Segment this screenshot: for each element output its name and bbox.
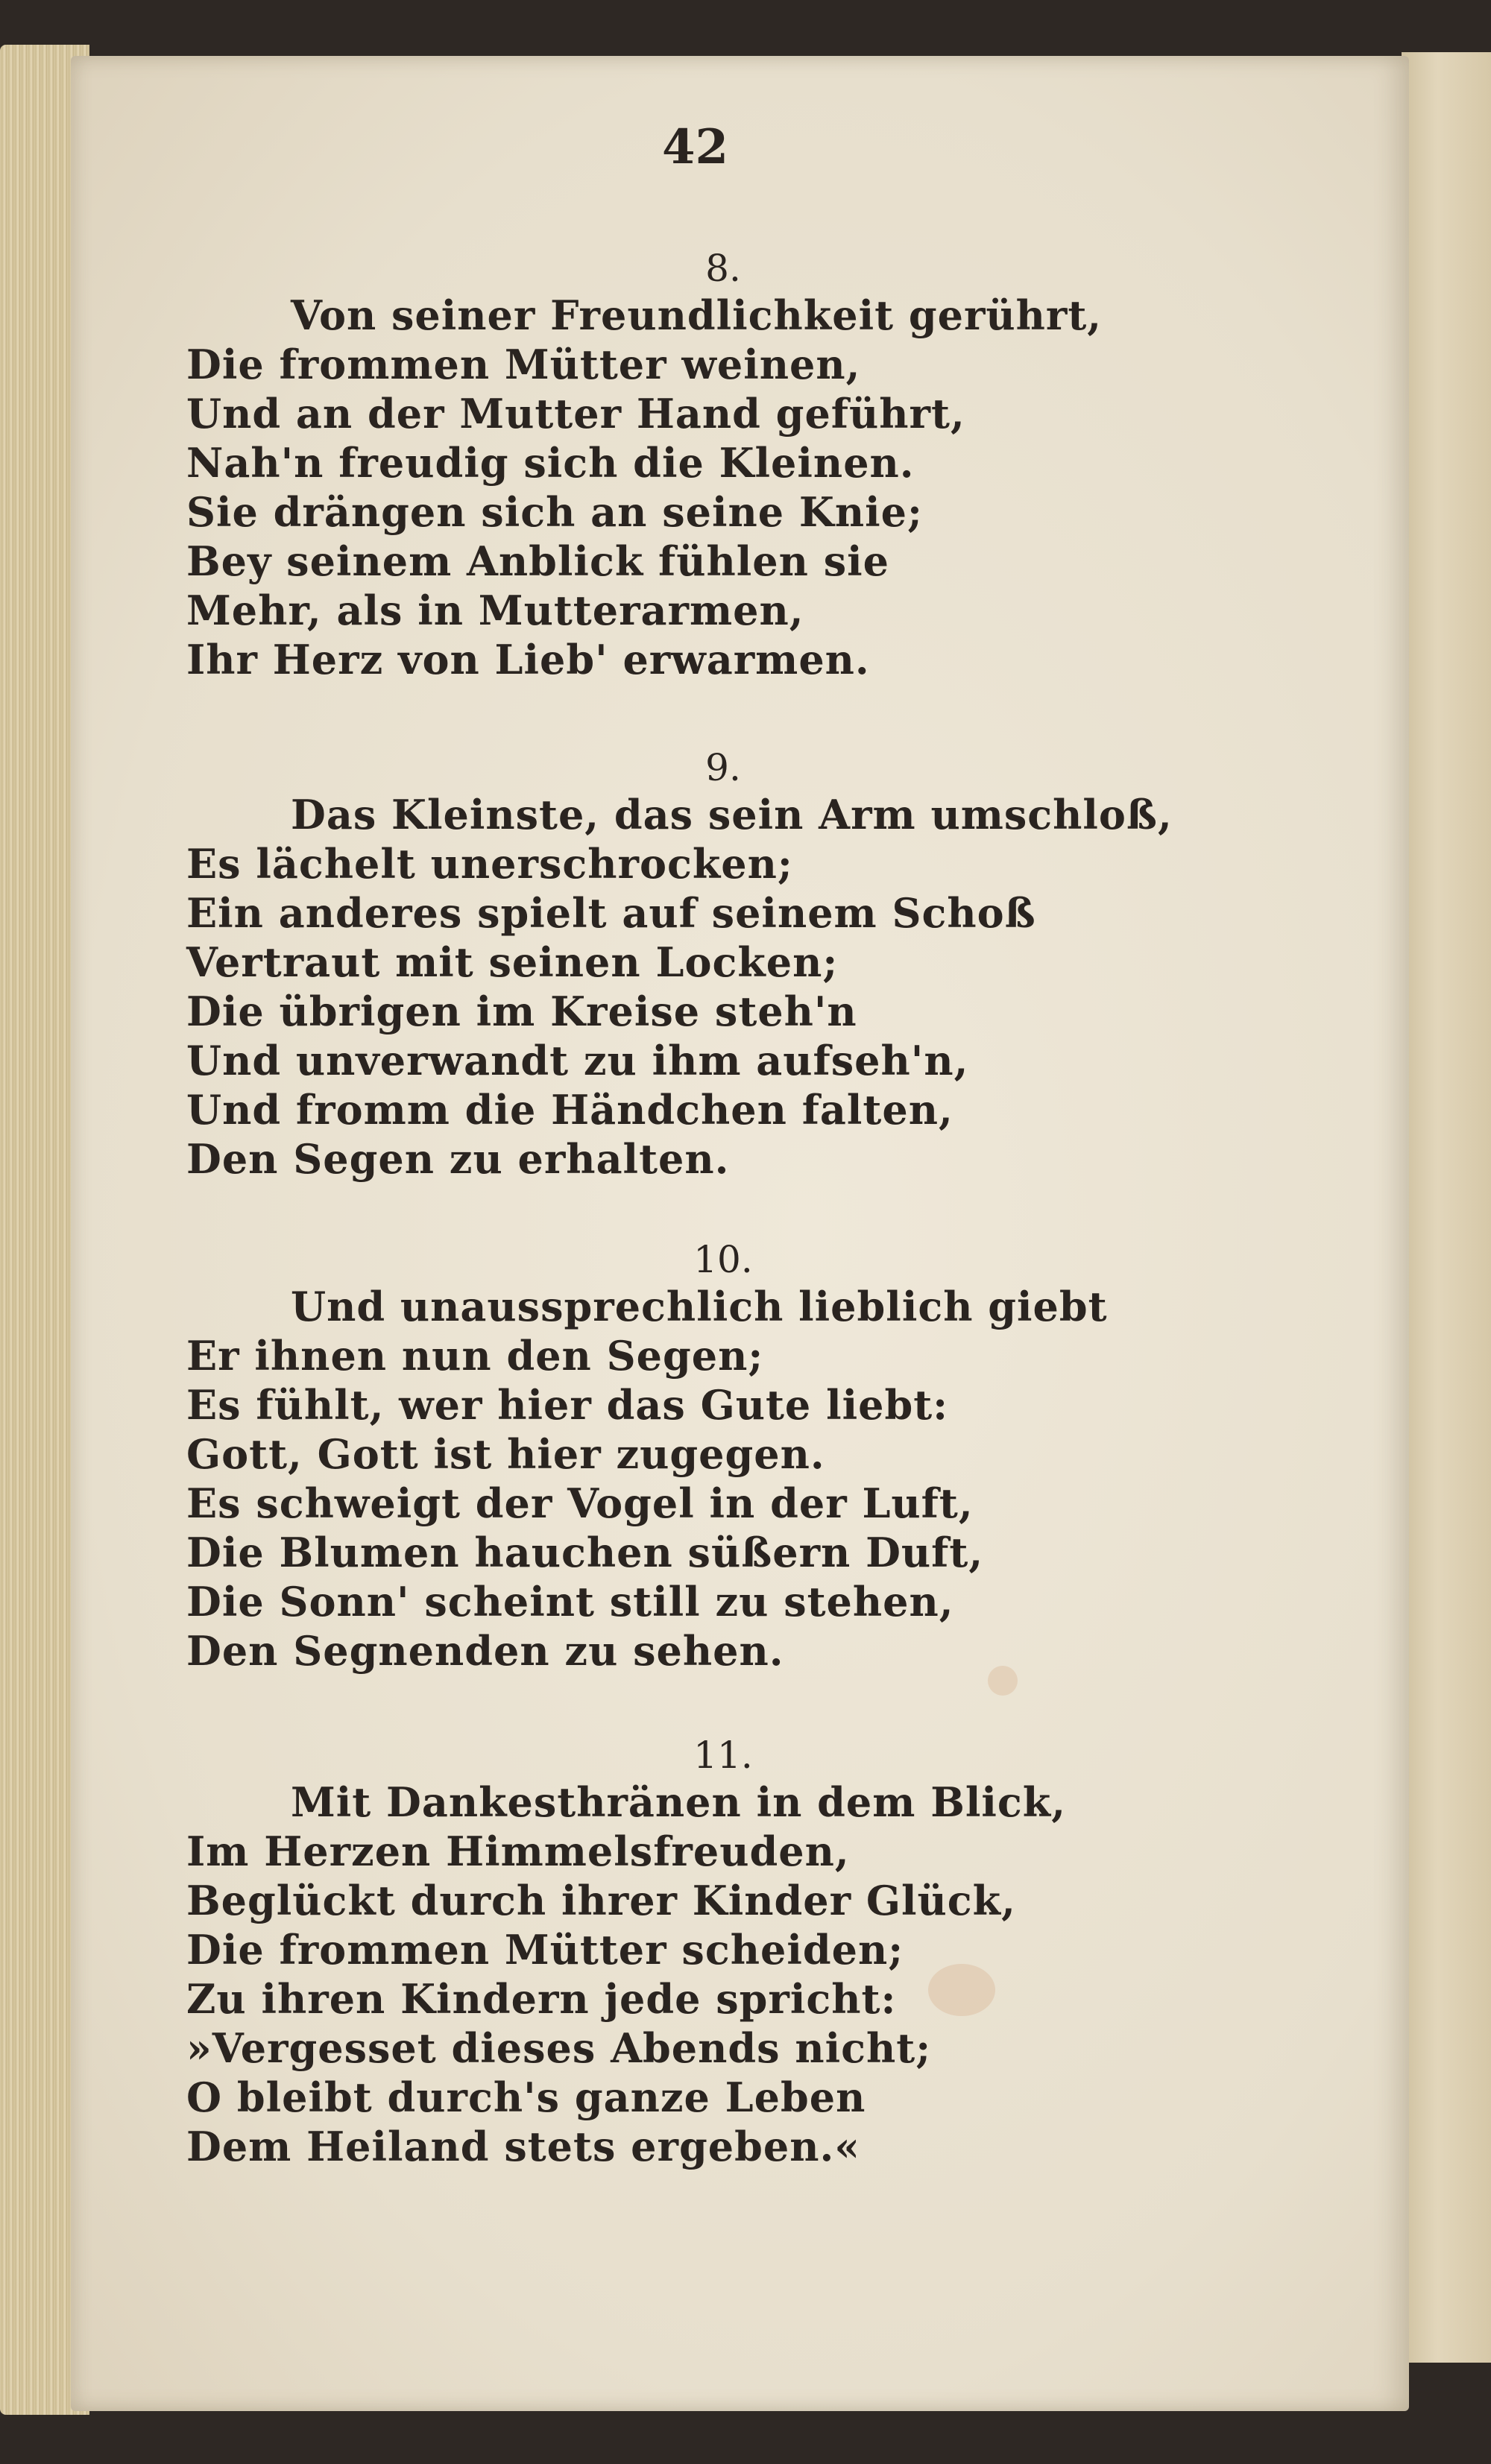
verse-line: Die Blumen hauchen süßern Duft, [186,1529,984,1576]
verse-line: Zu ihren Kindern jede spricht: [186,1975,897,2023]
verse-line: Und unverwandt zu ihm aufseh'n, [186,1037,969,1084]
verse-line: Die frommen Mütter weinen, [186,341,861,388]
verse-line: Beglückt durch ihrer Kinder Glück, [186,1877,1016,1924]
verse-line: Und unaussprechlich lieblich giebt [291,1283,1108,1330]
verse-line: Das Kleinste, das sein Arm umschloß, [291,791,1173,838]
verse-line: Den Segnenden zu sehen. [186,1627,784,1675]
facing-page-edge [1402,52,1491,2363]
stanza-8 [186,246,1170,684]
verse-line: Er ihnen nun den Segen; [186,1332,764,1380]
verse-line: Von seiner Freundlichkeit gerührt, [291,291,1103,339]
verse-line: Ihr Herz von Lieb' erwarmen. [186,636,870,683]
stanza-number: 8. [705,247,741,290]
verse-line: Gott, Gott ist hier zugegen. [186,1430,825,1478]
page-number: 42 [661,119,729,175]
verse-line: O bleibt durch's ganze Leben [186,2073,866,2121]
verse-line: Es lächelt unerschrocken; [186,840,793,888]
verse-line: Mehr, als in Mutterarmen, [186,587,804,634]
verse-line: Im Herzen Himmelsfreuden, [186,1828,850,1875]
verse-line: Es fühlt, wer hier das Gute liebt: [186,1381,949,1429]
verse-line: Sie drängen sich an seine Knie; [186,488,923,536]
verse-line: Vertraut mit seinen Locken; [186,938,839,986]
verse-line: Bey seinem Anblick fühlen sie [186,537,889,585]
verse-line: Ein anderes spielt auf seinem Schoß [186,889,1036,937]
verse-line: Die übrigen im Kreise steh'n [186,988,857,1035]
stanza-number: 10. [693,1238,753,1281]
verse-line: Nah'n freudig sich die Kleinen. [186,439,915,487]
verse-line: Dem Heiland stets ergeben.« [186,2123,861,2170]
verse-line: Und an der Mutter Hand geführt, [186,390,965,437]
verse-line: Mit Dankesthränen in dem Blick, [291,1778,1066,1826]
verse-line: Den Segen zu erhalten. [186,1135,730,1183]
stanza-number: 9. [705,746,741,789]
verse-line: »Vergesset dieses Abends nicht; [186,2024,932,2072]
stanza-10 [186,1237,1170,1675]
verse-line: Die Sonn' scheint still zu stehen, [186,1578,954,1626]
verse-line: Die frommen Mütter scheiden; [186,1926,904,1974]
verse-line: Es schweigt der Vogel in der Luft, [186,1479,974,1527]
stanza-9 [186,745,1173,1184]
verse-line: Und fromm die Händchen falten, [186,1086,953,1134]
stanza-11 [186,1733,1170,2171]
stanza-number: 11. [693,1734,753,1777]
